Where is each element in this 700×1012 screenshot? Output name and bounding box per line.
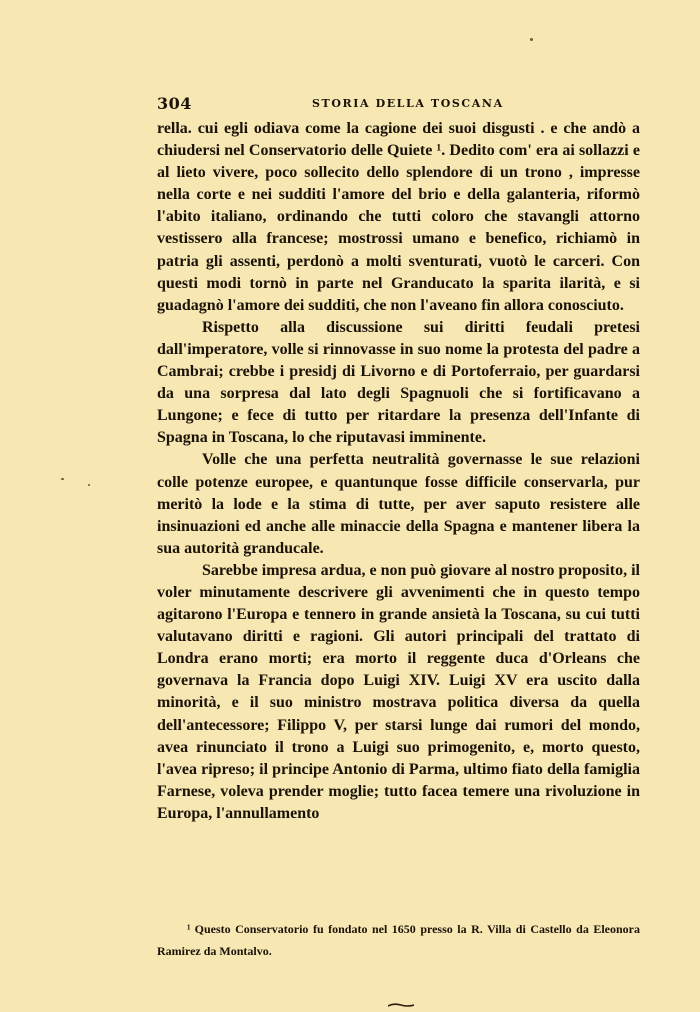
paper-speck [61, 478, 64, 480]
footnote-mark: ¹ [187, 922, 191, 936]
paragraph: Sarebbe impresa ardua, e non può giovare al nostro proposito, il voler minutamente descrivere gli avvenimenti che in questo tempo agitarono l'Europa e tennero in grande ansietà la Toscana, su cui tutti valutavano diritti e ragioni. Gli autori principali del trattato di Londra erano morti; era morto il reggente duca d'Orleans che governava la Francia dopo Luigi XIV. Luigi XV era uscito dalla minorità, e il suo ministro mostrava politica diversa da quella dell'antecessore; Filippo V, per starsi lunge dai rumori del mondo, avea rinunciato il trono a Luigi suo primogenito, e, morto questo, l'avea ripreso; il principe Antonio di Parma, ultimo fiato della famiglia Farnese, voleva prender moglie; tutto facea temere una rivoluzione in Europa, l'annullamento [157, 561, 640, 822]
running-head: STORIA DELLA TOSCANA [312, 97, 504, 110]
paper-speck [88, 484, 90, 486]
paragraph: rella. cui egli odiava come la cagione dei suoi disgusti . e che andò a chiudersi nel Conservatorio delle Quiete ¹. Dedito com' era ai sollazzi e al lieto vivere, poco sollecito dello splendore di un trono , impresse nella corte e nei sudditi l'amore del brio e della galanteria, riformò l'abito italiano, ordinando che tutti coloro che stavangli attorno vestissero alla francese; mostrossi umano e benefico, richiamò in patria gli assenti, perdonò a molti sventurati, vuotò le carceri. Con questi modi tornò in parte nel Granducato la sparita ilarità, e si guadagnò l'amore dei sudditi, che non l'aveano fin allora conosciuto. [157, 120, 640, 314]
footnote [157, 918, 640, 962]
paragraph: Volle che una perfetta neutralità governasse le sue relazioni colle potenze europee, e quantunque fosse difficile conservarla, pur meritò la lode e la stima di tutte, per aver saputo resistere alle insinuazioni ed anche alle minaccie della Spagna e mantener libera la sua autorità granducale. [157, 451, 640, 557]
page-header [157, 94, 645, 116]
paper-speck [530, 38, 533, 41]
paragraph: Rispetto alla discussione sui diritti feudali pretesi dall'imperatore, volle si rinnovasse in suo nome la protesta del padre a Cambrai; crebbe i presidj di Livorno e di Portoferraio, per guardarsi da una sorpresa dal lato degli Spagnuoli che si fortificavano a Lungone; e fece di tutto per ritardare la presenza dell'Infante di Spagna in Toscana, lo che riputavasi imminente. [157, 318, 640, 447]
footnote-text: Questo Conservatorio fu fondato nel 1650 presso la R. Villa di Castello da Eleonora Ramirez da Montalvo. [157, 922, 640, 958]
body-text [157, 118, 640, 825]
page-number: 304 [157, 94, 192, 113]
ornament-icon [388, 1003, 414, 1008]
